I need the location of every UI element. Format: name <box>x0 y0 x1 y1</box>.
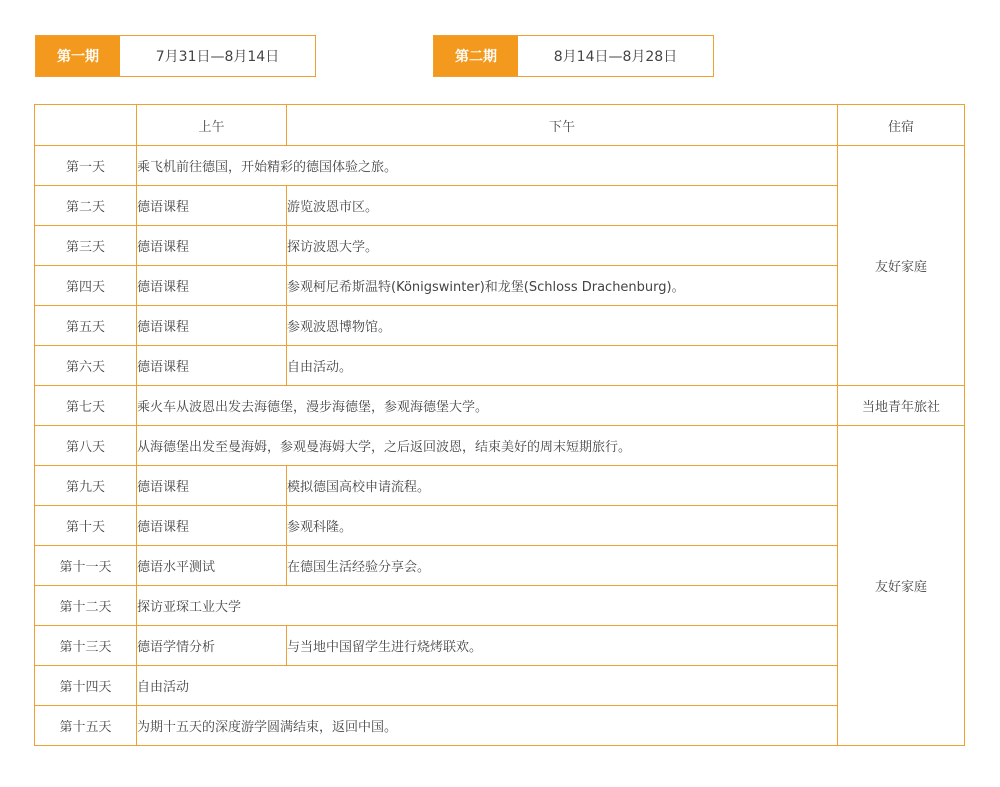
morning-cell: 德语课程 <box>137 506 287 546</box>
activity-cell: 为期十五天的深度游学圆满结束，返回中国。 <box>137 706 838 746</box>
day-cell: 第四天 <box>35 266 137 306</box>
table-row <box>35 386 965 426</box>
period-2-tag: 第二期 <box>434 36 518 76</box>
activity-cell: 自由活动 <box>137 666 838 706</box>
table-row <box>35 466 965 506</box>
day-cell: 第七天 <box>35 386 137 426</box>
day-cell: 第十一天 <box>35 546 137 586</box>
day-cell: 第九天 <box>35 466 137 506</box>
table-row <box>35 706 965 746</box>
period-1-tag: 第一期 <box>36 36 120 76</box>
period-1-range: 7月31日—8月14日 <box>155 49 280 65</box>
table-row <box>35 226 965 266</box>
morning-cell: 德语学情分析 <box>137 626 287 666</box>
day-cell: 第十三天 <box>35 626 137 666</box>
period-2-range: 8月14日—8月28日 <box>553 49 678 65</box>
day-cell: 第五天 <box>35 306 137 346</box>
morning-cell: 德语课程 <box>137 266 287 306</box>
morning-cell: 德语课程 <box>137 226 287 266</box>
header-morning: 上午 <box>137 105 287 146</box>
morning-cell: 德语课程 <box>137 306 287 346</box>
table-row <box>35 306 965 346</box>
table-row <box>35 146 965 186</box>
day-cell: 第十四天 <box>35 666 137 706</box>
header-day <box>35 105 137 146</box>
day-cell: 第十五天 <box>35 706 137 746</box>
table-row <box>35 266 965 306</box>
afternoon-cell: 参观柯尼希斯温特(Königswinter)和龙堡(Schloss Drachenburg)。 <box>287 266 838 306</box>
afternoon-cell: 与当地中国留学生进行烧烤联欢。 <box>287 626 838 666</box>
table-row <box>35 586 965 626</box>
activity-cell: 乘飞机前往德国，开始精彩的德国体验之旅。 <box>137 146 838 186</box>
header-afternoon: 下午 <box>287 105 838 146</box>
afternoon-cell: 参观科隆。 <box>287 506 838 546</box>
table-row <box>35 546 965 586</box>
day-cell: 第八天 <box>35 426 137 466</box>
period-1 <box>35 35 316 77</box>
day-cell: 第二天 <box>35 186 137 226</box>
afternoon-cell: 在德国生活经验分享会。 <box>287 546 838 586</box>
afternoon-cell: 模拟德国高校申请流程。 <box>287 466 838 506</box>
day-cell: 第三天 <box>35 226 137 266</box>
activity-cell: 探访亚琛工业大学 <box>137 586 838 626</box>
table-row <box>35 666 965 706</box>
day-cell: 第十天 <box>35 506 137 546</box>
table-row <box>35 626 965 666</box>
afternoon-cell: 自由活动。 <box>287 346 838 386</box>
activity-cell: 乘火车从波恩出发去海德堡，漫步海德堡，参观海德堡大学。 <box>137 386 838 426</box>
lodging-cell: 友好家庭 <box>838 426 965 746</box>
day-cell: 第十二天 <box>35 586 137 626</box>
morning-cell: 德语课程 <box>137 466 287 506</box>
header-row <box>35 105 965 146</box>
table-row <box>35 346 965 386</box>
table-row <box>35 186 965 226</box>
afternoon-cell: 游览波恩市区。 <box>287 186 838 226</box>
morning-cell: 德语水平测试 <box>137 546 287 586</box>
activity-cell: 从海德堡出发至曼海姆，参观曼海姆大学，之后返回波恩，结束美好的周末短期旅行。 <box>137 426 838 466</box>
afternoon-cell: 探访波恩大学。 <box>287 226 838 266</box>
header-lodging: 住宿 <box>838 105 965 146</box>
day-cell: 第六天 <box>35 346 137 386</box>
morning-cell: 德语课程 <box>137 346 287 386</box>
afternoon-cell: 参观波恩博物馆。 <box>287 306 838 346</box>
lodging-cell: 友好家庭 <box>838 146 965 386</box>
day-cell: 第一天 <box>35 146 137 186</box>
morning-cell: 德语课程 <box>137 186 287 226</box>
table-row <box>35 506 965 546</box>
schedule-table <box>34 104 965 746</box>
table-row <box>35 426 965 466</box>
lodging-cell: 当地青年旅社 <box>838 386 965 426</box>
period-2 <box>433 35 714 77</box>
